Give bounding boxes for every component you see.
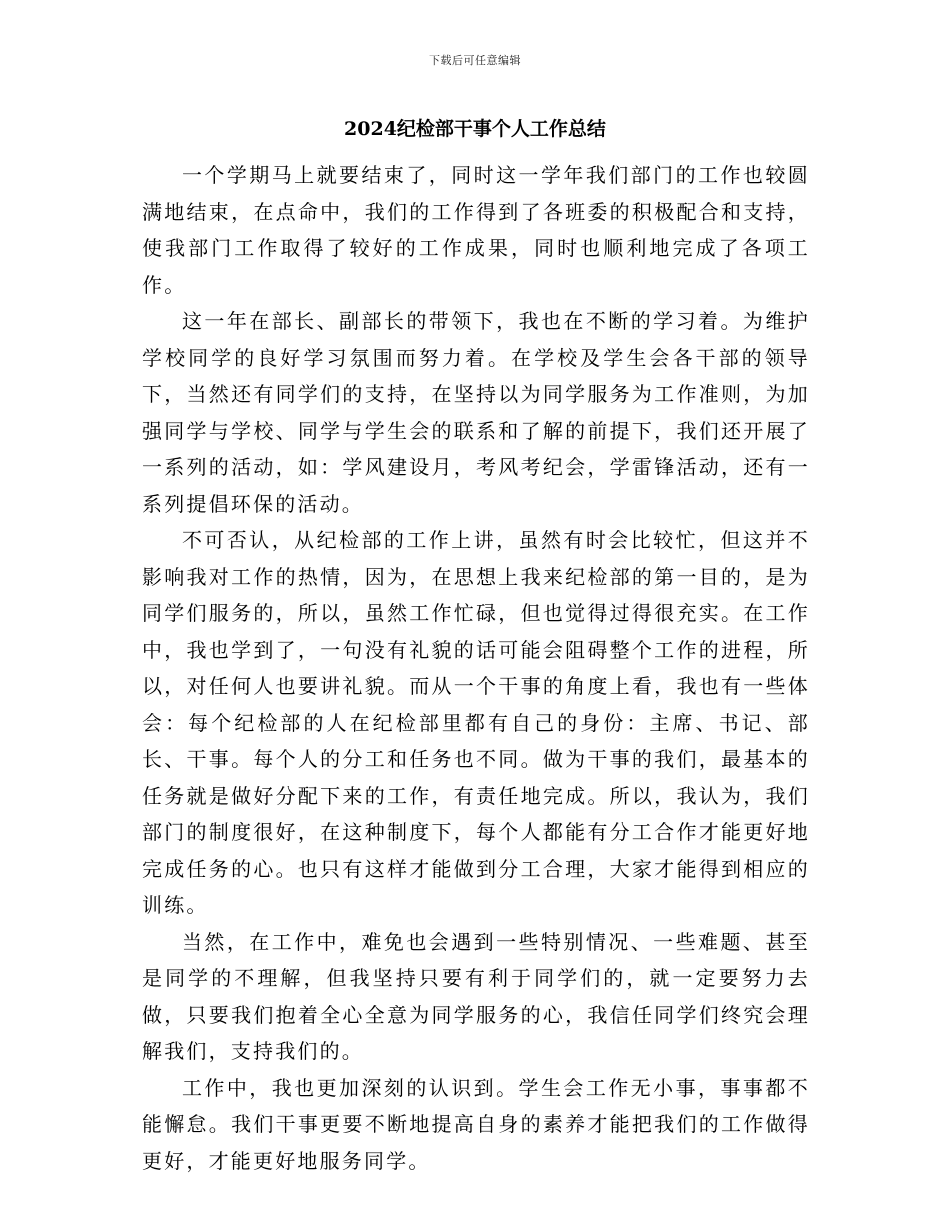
document-body bbox=[142, 157, 810, 1179]
paragraph-4: 当然，在工作中，难免也会遇到一些特别情况、一些难题、甚至是同学的不理解，但我坚持只要有利于同学们的，就一定要努力去做，只要我们抱着全心全意为同学服务的心，我信任同学们终究会理解我们，支持我们的。 bbox=[142, 929, 810, 1063]
paragraph-5: 工作中，我也更加深刻的认识到。学生会工作无小事，事事都不能懈怠。我们干事更要不断地提高自身的素养才能把我们的工作做得更好，才能更好地服务同学。 bbox=[142, 1075, 810, 1173]
paragraph-1: 一个学期马上就要结束了，同时这一学年我们部门的工作也较圆满地结束，在点命中，我们的工作得到了各班委的积极配合和支持，使我部门工作取得了较好的工作成果，同时也顺利地完成了各项工作。 bbox=[142, 163, 810, 297]
document-title: 2024纪检部干事个人工作总结 bbox=[344, 118, 606, 140]
header-note: 下载后可任意编辑 bbox=[429, 54, 521, 67]
paragraph-3: 不可否认，从纪检部的工作上讲，虽然有时会比较忙，但这并不影响我对工作的热情，因为，在思想上我来纪检部的第一目的，是为同学们服务的，所以，虽然工作忙碌，但也觉得过得很充实。在工作中，我也学到了，一句没有礼貌的话可能会阻碍整个工作的进程，所以，对任何人也要讲礼貌。而从一个干事的角度上看，我也有一些体会：每个纪检部的人在纪检部里都有自己的身份：主席、书记、部长、干事。每个人的分工和任务也不同。做为干事的我们，最基本的任务就是做好分配下来的工作，有责任地完成。所以，我认为，我们部门的制度很好，在这种制度下，每个人都能有分工合作才能更好地完成任务的心。也只有这样才能做到分工合理，大家才能得到相应的训练。 bbox=[142, 528, 810, 917]
paragraph-2: 这一年在部长、副部长的带领下，我也在不断的学习着。为维护学校同学的良好学习氛围而努力着。在学校及学生会各干部的领导下，当然还有同学们的支持，在坚持以为同学服务为工作准则，为加强同学与学校、同学与学生会的联系和了解的前提下，我们还开展了一系列的活动，如：学风建设月，考风考纪会，学雷锋活动，还有一系列提倡环保的活动。 bbox=[142, 309, 810, 516]
